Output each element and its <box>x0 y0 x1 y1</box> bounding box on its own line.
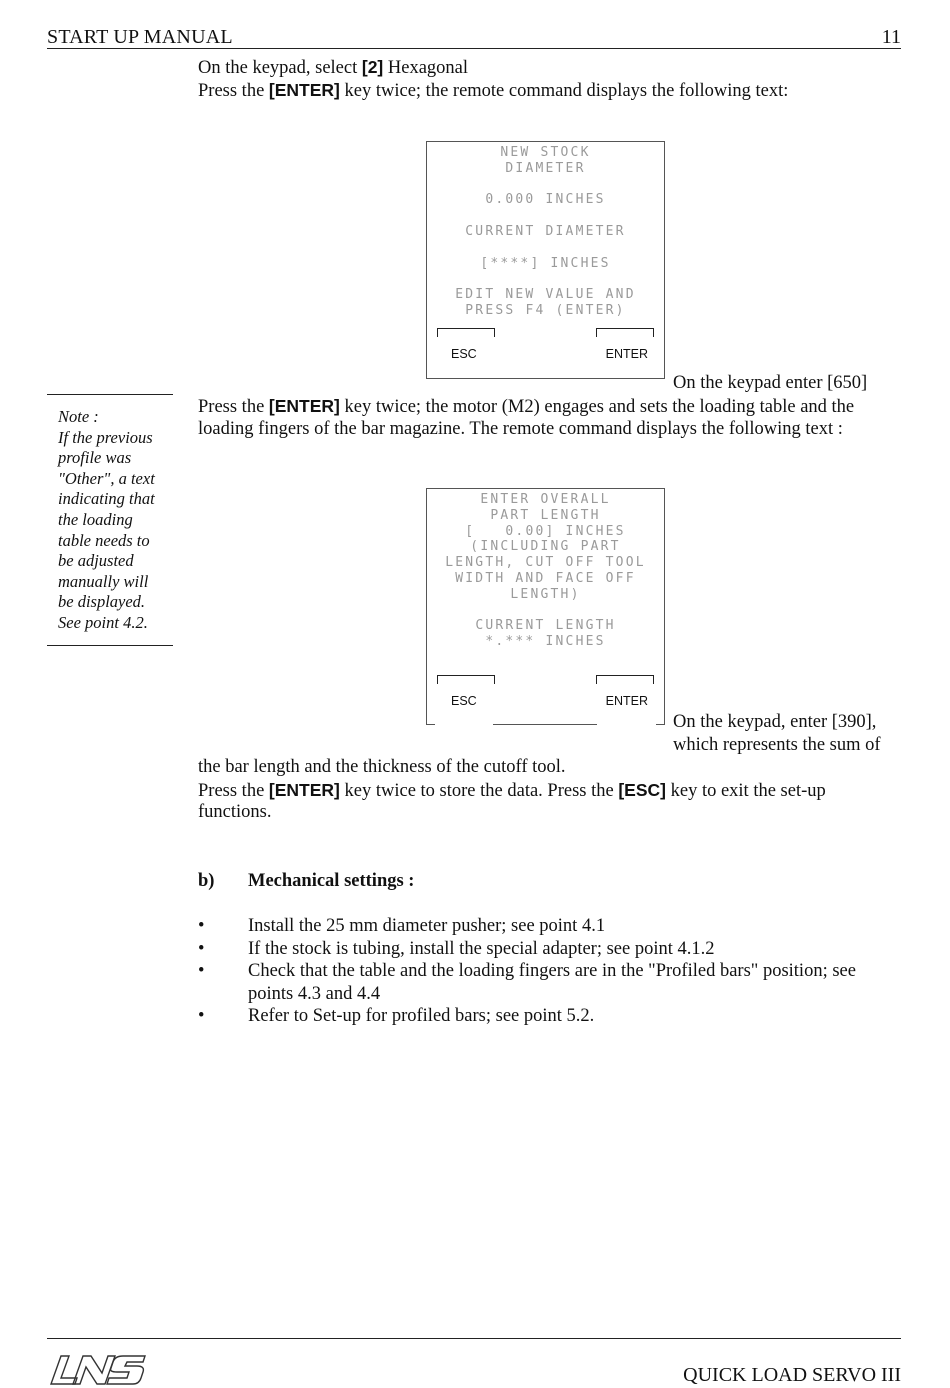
instruction-enter-390-cont: which represents the sum of <box>673 735 881 755</box>
esc-softkey-label: ESC <box>451 347 477 361</box>
key-enter: [ENTER] <box>268 780 340 800</box>
instruction-press-enter-1: Press the [ENTER] key twice; the remote command displays the following text: <box>198 80 789 101</box>
screen-line: *.*** INCHES <box>485 634 606 650</box>
bullet-icon: • <box>198 1006 205 1026</box>
page-header <box>47 26 901 49</box>
side-note <box>47 394 173 646</box>
screen-line: WIDTH AND FACE OFF <box>455 570 636 586</box>
screen-line: PART LENGTH <box>490 507 601 523</box>
esc-softkey-bracket <box>437 675 495 684</box>
screen-line: CURRENT LENGTH <box>475 618 616 634</box>
screen-line: (INCLUDING PART <box>470 539 621 555</box>
screen-line: ENTER OVERALL <box>480 492 611 507</box>
screen-line: EDIT NEW VALUE AND <box>455 287 636 303</box>
remote-command-screen-stock-diameter <box>426 141 665 379</box>
screen-line <box>427 208 664 224</box>
enter-softkey-bracket <box>596 328 654 337</box>
page-number: 11 <box>881 26 901 48</box>
screen-line: PRESS F4 (ENTER) <box>465 302 626 318</box>
lns-logo <box>47 1354 147 1386</box>
enter-softkey-label: ENTER <box>605 694 648 708</box>
key-enter: [ENTER] <box>268 396 340 416</box>
screen-line <box>427 603 664 619</box>
bullet-icon: • <box>198 939 205 959</box>
instruction-store-data: Press the [ENTER] key twice to store the data. Press the [ESC] key to exit the set-up <box>198 780 826 801</box>
product-name: QUICK LOAD SERVO III <box>683 1364 901 1386</box>
screen-line: [****] INCHES <box>480 255 611 271</box>
screen-line <box>427 177 664 193</box>
screen-line <box>427 271 664 287</box>
screen-bottom-edge <box>493 724 597 725</box>
screen-text <box>427 489 664 650</box>
note-text: Note : If the previous profile was "Other", a text indicating that the loading table needs to be adjusted manually will be displayed. See point 4.2. <box>58 407 155 632</box>
remote-command-screen-part-length <box>426 488 665 725</box>
section-b-title: Mechanical settings : <box>248 871 415 891</box>
instruction-enter-390: On the keypad, enter [390], <box>673 712 877 732</box>
screen-corner-right <box>656 716 665 725</box>
screen-text <box>427 142 664 319</box>
bullet-icon: • <box>198 961 205 981</box>
screen-line: NEW STOCK <box>500 145 591 160</box>
instruction-select-hexagonal: On the keypad, select [2] Hexagonal <box>198 57 469 78</box>
instruction-press-enter-2: Press the [ENTER] key twice; the motor (M2) engages and sets the loading table and the <box>198 396 855 417</box>
instruction-store-data-cont: functions. <box>198 802 272 822</box>
bullet-icon: • <box>198 916 205 936</box>
footer-rule <box>47 1338 901 1339</box>
screen-line: CURRENT DIAMETER <box>465 223 626 239</box>
softkeys <box>427 328 664 368</box>
esc-softkey-label: ESC <box>451 694 477 708</box>
screen-line: DIAMETER <box>505 160 586 176</box>
screen-line: [ 0.00] INCHES <box>465 523 626 539</box>
key-esc: [ESC] <box>618 780 666 800</box>
key-2: [2] <box>361 57 384 77</box>
screen-line: 0.000 INCHES <box>485 192 606 208</box>
screen-line: LENGTH) <box>510 586 581 602</box>
instruction-press-enter-2-cont: loading fingers of the bar magazine. The remote command displays the following text : <box>198 419 843 439</box>
key-enter: [ENTER] <box>268 80 340 100</box>
softkeys <box>427 675 664 715</box>
screen-line: LENGTH, CUT OFF TOOL <box>445 555 646 571</box>
esc-softkey-bracket <box>437 328 495 337</box>
manual-title: START UP MANUAL <box>47 26 233 48</box>
enter-softkey-label: ENTER <box>605 347 648 361</box>
enter-softkey-bracket <box>596 675 654 684</box>
instruction-enter-390-cont2: the bar length and the thickness of the cutoff tool. <box>198 757 566 777</box>
section-b-label: b) <box>198 871 215 891</box>
screen-line <box>427 240 664 256</box>
screen-corner-left <box>426 716 435 725</box>
instruction-enter-650: On the keypad enter [650] <box>673 373 868 393</box>
